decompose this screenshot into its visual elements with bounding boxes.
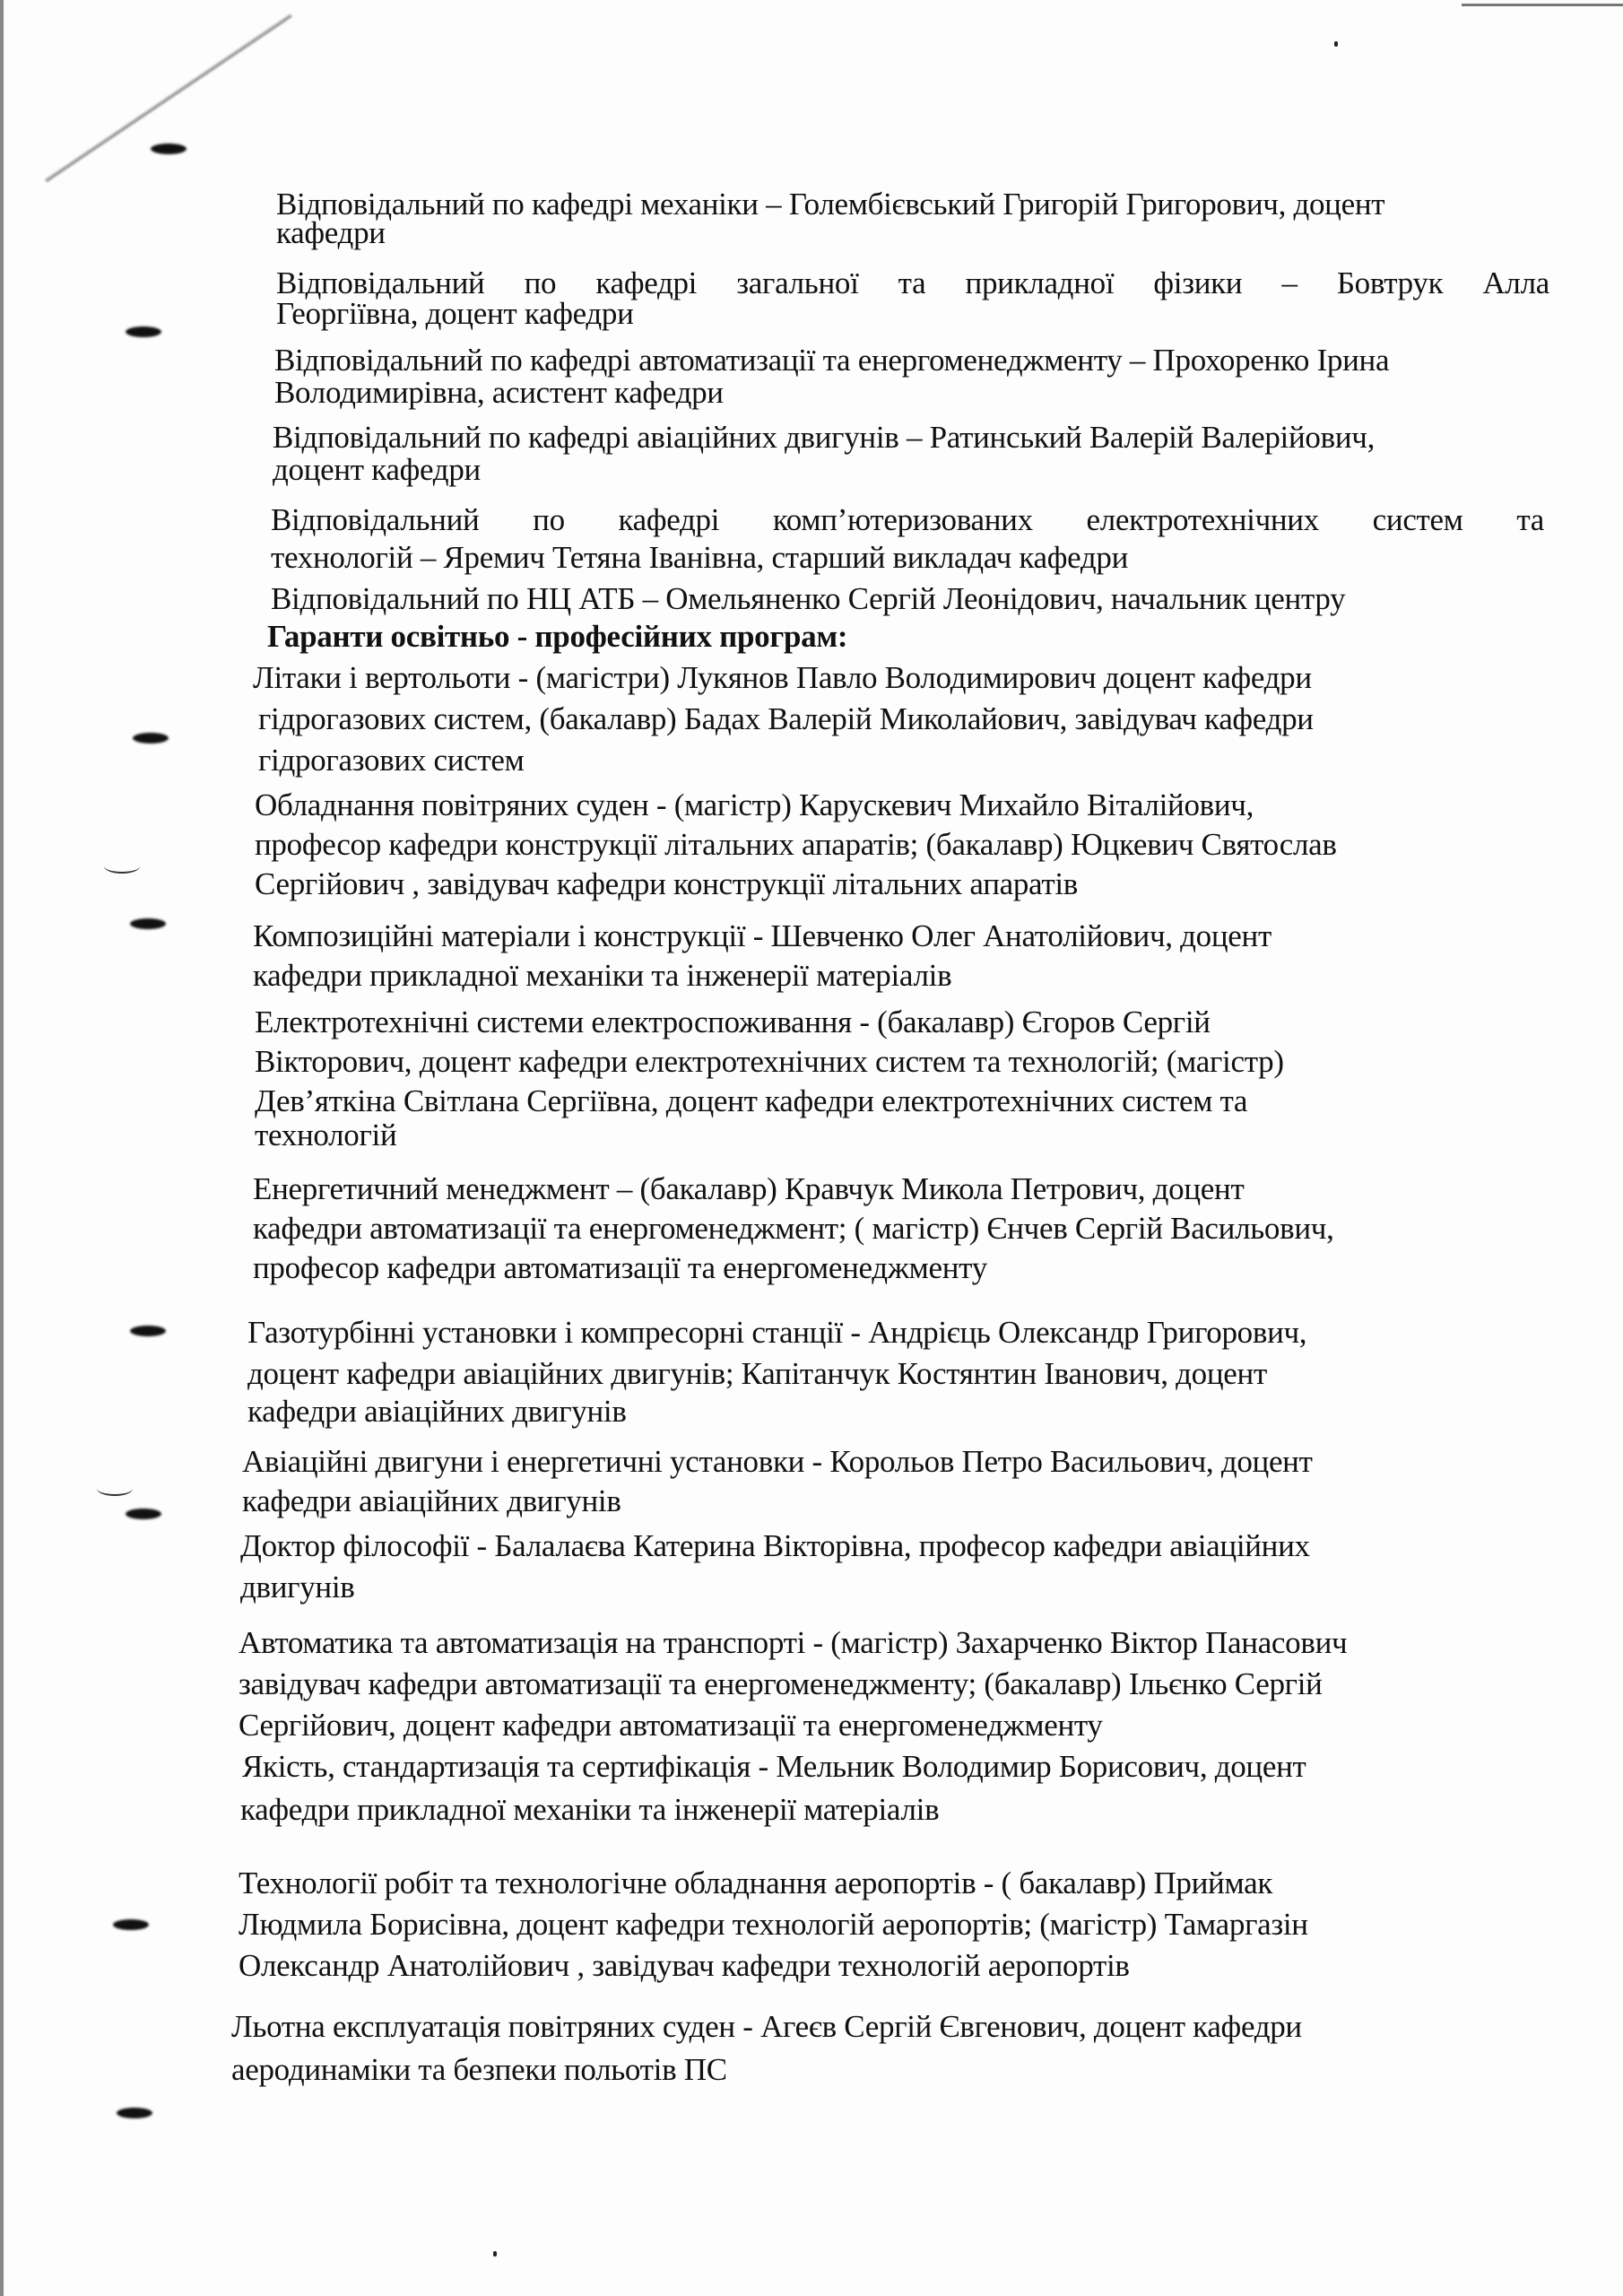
punch-hole-mark	[130, 1326, 166, 1336]
guarantor-line: технологій	[255, 1118, 397, 1152]
responsible-line: технологій – Яремич Тетяна Іванівна, старший викладач кафедри	[271, 540, 1129, 575]
punch-hole-mark	[117, 2108, 152, 2118]
guarantor-line: Літаки і вертольоти - (магістри) Лукянов Павло Володимирович доцент кафедри	[253, 660, 1312, 695]
guarantor-line: професор кафедри конструкції літальних апаратів; (бакалавр) Юцкевич Святослав	[255, 827, 1337, 862]
responsible-line: Відповідальний по НЦ АТБ – Омельяненко Сергій Леонідович, начальник центру	[271, 581, 1346, 616]
responsible-line: Георгіївна, доцент кафедри	[276, 296, 634, 331]
guarantor-line: кафедри автоматизації та енергоменеджмент; ( магістр) Єнчев Сергій Васильович,	[253, 1211, 1334, 1246]
responsible-line: Відповідальний по кафедрі загальної та прикладної фізики – Бовтрук Алла	[276, 265, 1549, 300]
guarantor-line: Автоматика та автоматизація на транспорті - (магістр) Захарченко Віктор Панасович	[239, 1625, 1348, 1660]
guarantor-line: Льотна експлуатація повітряних суден - Агеєв Сергій Євгенович, доцент кафедри	[231, 2009, 1302, 2044]
guarantor-line: Доктор філософії - Балалаєва Катерина Вікторівна, професор кафедри авіаційних	[240, 1528, 1310, 1563]
guarantor-line: Композиційні матеріали і конструкції - Шевченко Олег Анатолійович, доцент	[253, 918, 1271, 953]
guarantor-line: Сергійович, доцент кафедри автоматизації та енергоменеджменту	[239, 1708, 1103, 1743]
guarantor-line: доцент кафедри авіаційних двигунів; Капітанчук Костянтин Іванович, доцент	[247, 1356, 1267, 1391]
folded-corner-crease	[45, 13, 292, 182]
punch-hole-mark	[113, 1919, 149, 1930]
responsible-line: Володимирівна, асистент кафедри	[274, 375, 724, 410]
responsible-line: Відповідальний по кафедрі автоматизації та енергоменеджменту – Прохоренко Ірина	[274, 343, 1390, 378]
scan-top-edge	[1462, 4, 1623, 6]
guarantor-line: аеродинаміки та безпеки польотів ПС	[231, 2052, 727, 2087]
guarantor-line: Дев’яткіна Світлана Сергіївна, доцент кафедри електротехнічних систем та	[255, 1083, 1248, 1118]
guarantor-line: професор кафедри автоматизації та енергоменеджменту	[253, 1250, 987, 1285]
guarantor-line: Авіаційні двигуни і енергетичні установки - Корольов Петро Васильович, доцент	[242, 1444, 1313, 1479]
guarantor-line: Людмила Борисівна, доцент кафедри технологій аеропортів; (магістр) Тамаргазін	[239, 1907, 1308, 1942]
responsible-line: доцент кафедри	[273, 452, 481, 487]
responsible-line: Відповідальний по кафедрі механіки – Голембієвський Григорій Григорович, доцент	[276, 187, 1385, 222]
guarantor-line: Олександр Анатолійович , завідувач кафедри технологій аеропортів	[239, 1948, 1130, 1983]
punch-hole-mark	[126, 1509, 161, 1519]
guarantor-line: Електротехнічні системи електроспоживання - (бакалавр) Єгоров Сергій	[255, 1004, 1211, 1039]
scan-speck	[493, 2251, 497, 2257]
guarantor-line: Обладнання повітряних суден - (магістр) Карускевич Михайло Віталійович,	[255, 787, 1254, 822]
punch-hole-mark	[126, 326, 161, 337]
guarantors-heading: Гаранти освітньо - професійних програм:	[267, 619, 848, 654]
responsible-line: кафедри	[276, 215, 386, 250]
guarantor-line: гідрогазових систем, (бакалавр) Бадах Валерій Миколайович, завідувач кафедри	[258, 701, 1314, 736]
punch-hole-mark	[151, 144, 187, 154]
guarantor-line: Газотурбінні установки і компресорні станції - Андрієць Олександр Григорович,	[247, 1315, 1307, 1350]
guarantor-line: двигунів	[240, 1570, 355, 1605]
guarantor-line: кафедри авіаційних двигунів	[242, 1483, 621, 1518]
guarantor-line: завідувач кафедри автоматизації та енергоменеджменту; (бакалавр) Ільєнко Сергій	[239, 1666, 1323, 1701]
punch-hole-mark	[130, 918, 166, 929]
guarantor-line: Якість, стандартизація та сертифікація - Мельник Володимир Борисович, доцент	[242, 1749, 1306, 1784]
scan-speck	[1334, 41, 1338, 47]
guarantor-line: Технології робіт та технологічне обладнання аеропортів - ( бакалавр) Приймак	[239, 1866, 1273, 1900]
pencil-arc-mark	[97, 1482, 133, 1496]
scan-edge-shadow	[0, 0, 4, 2296]
guarantor-line: Сергійович , завідувач кафедри конструкції літальних апаратів	[255, 866, 1079, 901]
pencil-arc-mark	[104, 859, 140, 874]
guarantor-line: кафедри прикладної механіки та інженерії матеріалів	[240, 1792, 940, 1827]
guarantor-line: кафедри авіаційних двигунів	[247, 1394, 627, 1429]
responsible-line: Відповідальний по кафедрі авіаційних двигунів – Ратинський Валерій Валерійович,	[273, 420, 1376, 455]
guarantor-line: гідрогазових систем	[258, 743, 525, 778]
punch-hole-mark	[133, 733, 169, 744]
guarantor-line: кафедри прикладної механіки та інженерії матеріалів	[253, 958, 952, 993]
responsible-line: Відповідальний по кафедрі комп’ютеризованих електротехнічних систем та	[271, 502, 1544, 537]
guarantor-line: Вікторович, доцент кафедри електротехнічних систем та технологій; (магістр)	[255, 1044, 1284, 1079]
guarantor-line: Енергетичний менеджмент – (бакалавр) Кравчук Микола Петрович, доцент	[253, 1171, 1245, 1206]
